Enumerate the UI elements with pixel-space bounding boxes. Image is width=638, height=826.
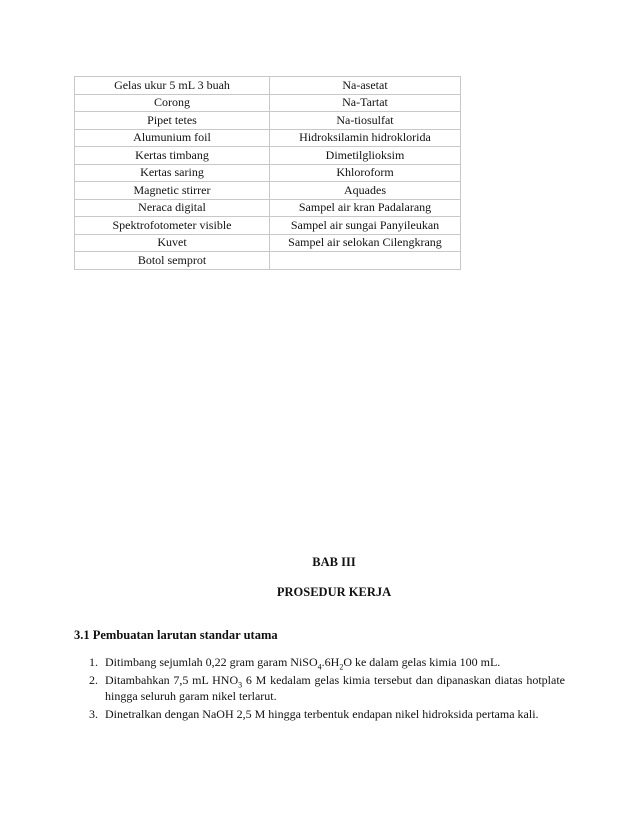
table-row [75,129,461,147]
table-row [75,234,461,252]
table-cell [270,252,461,270]
table-row [75,112,461,130]
list-item: 1. Ditimbang sejumlah 0,22 gram garam $NiSO_4.6H_2O$ ke dalam gelas kimia 100 mL. [101,654,565,670]
table-cell: Na-Tartat [270,94,461,112]
table-row [75,77,461,95]
table-cell: Khloroform [270,164,461,182]
table-row [75,147,461,165]
table-row [75,217,461,235]
table-row [75,199,461,217]
table-cell: Sampel air kran Padalarang [270,199,461,217]
table-cell: Botol semprot [75,252,270,270]
section-heading: 3.1 Pembuatan larutan standar utama [74,628,278,642]
chapter-title: BAB III [312,555,356,569]
list-item: 2. Ditambahkan 7,5 mL $HNO_3$ 6 M kedalam gelas kimia tersebut dan dipanaskan diatas hotplate hingga seluruh garam nikel terlarut. [101,672,565,704]
table-cell: Kertas saring [75,164,270,182]
table-cell: Neraca digital [75,199,270,217]
table-row [75,94,461,112]
table-cell: Kuvet [75,234,270,252]
table-cell: Sampel air sungai Panyileukan [270,217,461,235]
table-cell: Gelas ukur 5 mL 3 buah [75,77,270,95]
table-cell: Pipet tetes [75,112,270,130]
table-row [75,164,461,182]
chapter-subtitle: PROSEDUR KERJA [276,585,392,599]
procedure-steps-list [82,654,565,724]
table-row [75,182,461,200]
table-cell: Na-asetat [270,77,461,95]
equipment-materials-table [74,76,461,270]
table-cell: Alumunium foil [75,129,270,147]
table-cell: Spektrofotometer visible [75,217,270,235]
table-cell: Kertas timbang [75,147,270,165]
table-cell: Sampel air selokan Cilengkrang [270,234,461,252]
list-item: 3. Dinetralkan dengan NaOH 2,5 M hingga terbentuk endapan nikel hidroksida pertama kali. [101,706,565,722]
table-cell: Magnetic stirrer [75,182,270,200]
table-row [75,252,461,270]
table-cell: Corong [75,94,270,112]
table-cell: Hidroksilamin hidroklorida [270,129,461,147]
table-cell: Dimetilglioksim [270,147,461,165]
table-cell: Aquades [270,182,461,200]
table-cell: Na-tiosulfat [270,112,461,130]
